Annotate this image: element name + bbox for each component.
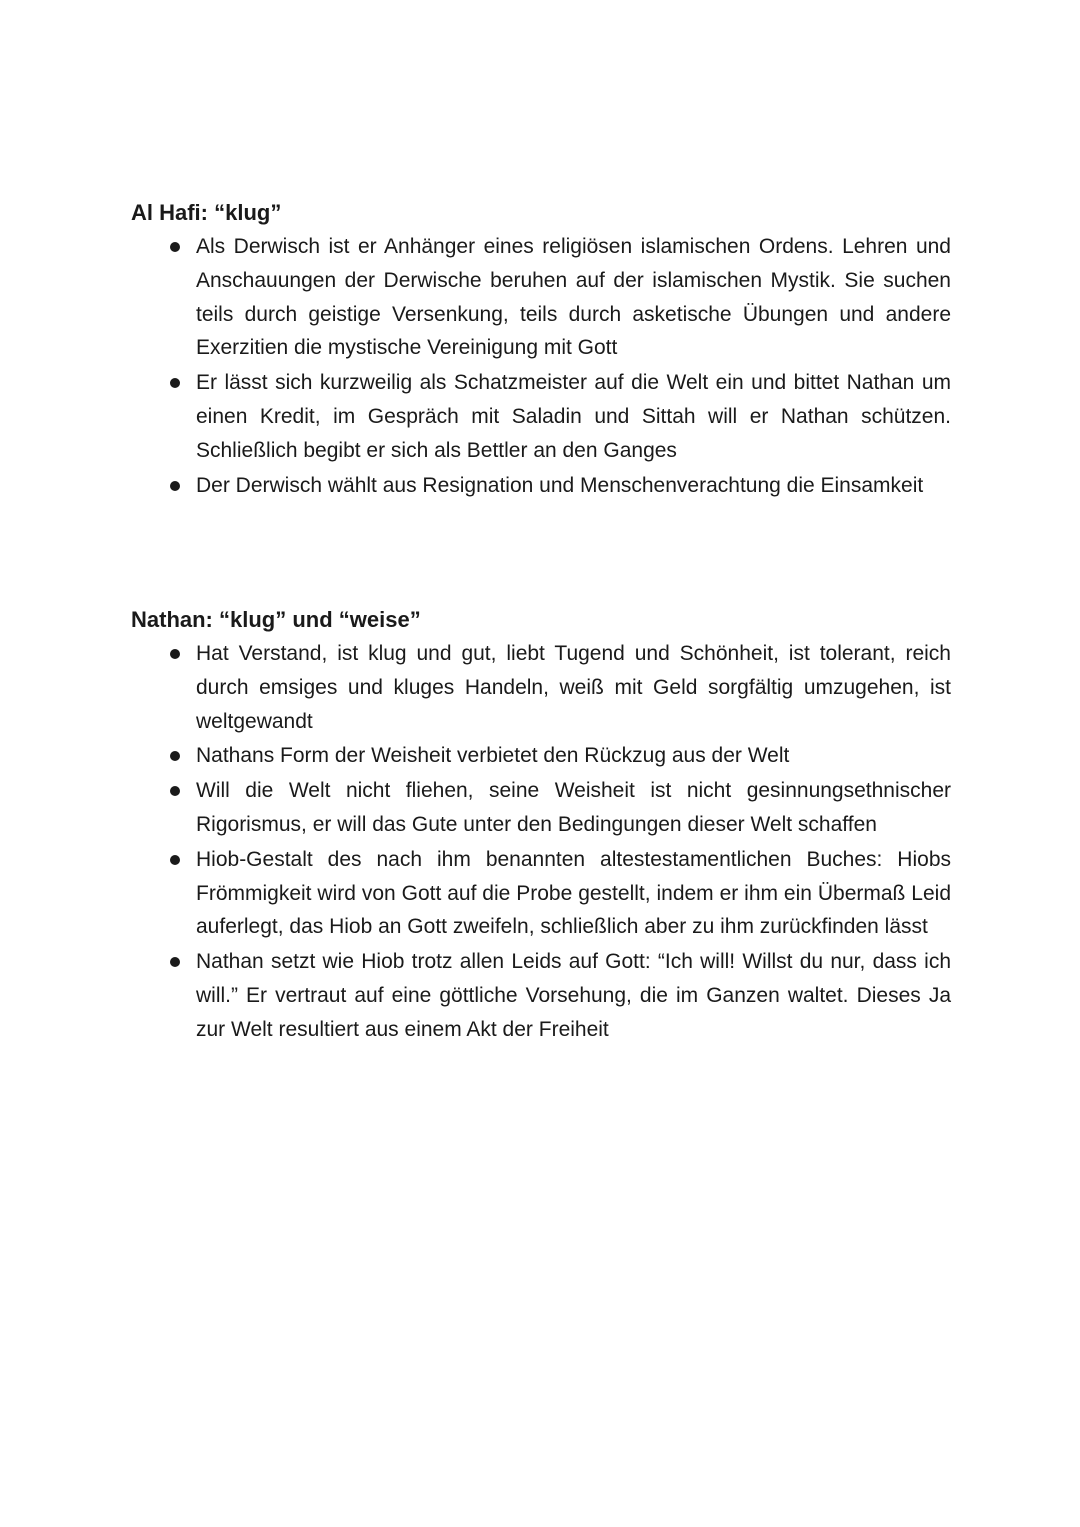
list-item-text: Der Derwisch wählt aus Resignation und Menschenverachtung die Einsamkeit bbox=[196, 473, 924, 497]
bullet-list bbox=[131, 637, 951, 1047]
bullet-icon bbox=[170, 855, 180, 865]
list-item-text: Nathan setzt wie Hiob trotz allen Leids auf Gott: “Ich will! Willst du nur, dass ich will.” Er vertraut auf eine göttliche Vorsehung, die im Ganzen waltet. Dieses Ja zur Welt resultiert aus einem Akt der Freiheit bbox=[196, 950, 951, 1041]
bullet-icon bbox=[170, 649, 180, 659]
section-heading: Al Hafi: “klug” bbox=[131, 200, 282, 225]
list-item-text: Als Derwisch ist er Anhänger eines religiösen islamischen Ordens. Lehren und Anschauungen der Derwische beruhen auf der islamischen Mystik. Sie suchen teils durch geistige Versenkung, teils durch asketische Übungen und andere Exerzitien die mystische Vereinigung mit Gott bbox=[196, 235, 951, 360]
bullet-icon bbox=[170, 786, 180, 796]
bullet-icon bbox=[170, 751, 180, 761]
bullet-icon bbox=[170, 957, 180, 967]
section-al-hafi bbox=[131, 196, 951, 503]
list-item bbox=[131, 739, 951, 773]
list-item bbox=[131, 366, 951, 467]
list-item bbox=[131, 230, 951, 365]
list-item bbox=[131, 469, 951, 503]
list-item-text: Er lässt sich kurzweilig als Schatzmeister auf die Welt ein und bittet Nathan um einen Kredit, im Gespräch mit Saladin und Sittah will er Nathan schützen. Schließlich begibt er sich als Bettler an den Ganges bbox=[196, 371, 951, 462]
bullet-icon bbox=[170, 481, 180, 491]
bullet-list bbox=[131, 230, 951, 502]
bullet-icon bbox=[170, 378, 180, 388]
list-item-text: Will die Welt nicht fliehen, seine Weisheit ist nicht gesinnungsethnischer Rigorismus, er will das Gute unter den Bedingungen dieser Welt schaffen bbox=[196, 779, 951, 836]
list-item bbox=[131, 843, 951, 944]
section-nathan bbox=[131, 603, 951, 1048]
section-heading: Nathan: “klug” und “weise” bbox=[131, 607, 421, 632]
bullet-icon bbox=[170, 242, 180, 252]
list-item bbox=[131, 774, 951, 842]
list-item bbox=[131, 945, 951, 1046]
list-item bbox=[131, 637, 951, 738]
list-item-text: Hat Verstand, ist klug und gut, liebt Tugend und Schönheit, ist tolerant, reich durch emsiges und kluges Handeln, weiß mit Geld sorgfältig umzugehen, ist weltgewandt bbox=[196, 642, 951, 733]
list-item-text: Hiob-Gestalt des nach ihm benannten altestestamentlichen Buches: Hiobs Frömmigkeit wird von Gott auf die Probe gestellt, indem er ihm ein Übermaß Leid auferlegt, das Hiob an Gott zweifeln, schließlich aber zu ihm zurückfinden lässt bbox=[196, 847, 951, 939]
list-item-text: Nathans Form der Weisheit verbietet den Rückzug aus der Welt bbox=[196, 744, 790, 768]
